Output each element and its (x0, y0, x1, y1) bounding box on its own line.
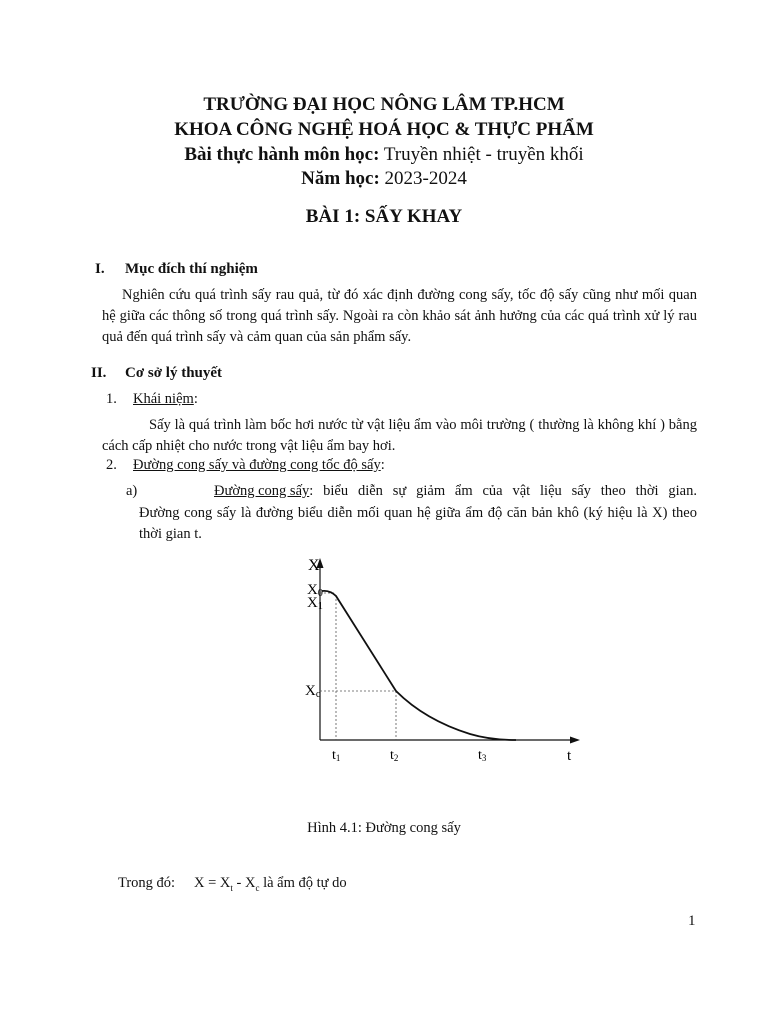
t1-label: t1 (332, 748, 341, 763)
item-a-inline-text: : biểu diễn sự giảm ẩm của vật liệu sấy theo thời gian. (309, 483, 697, 499)
x-axis-label: t (567, 748, 572, 764)
item-1-number: 1. (106, 391, 117, 407)
formula-note (118, 875, 347, 893)
year-label: Năm học: (301, 168, 380, 189)
course-value: Truyền nhiệt - truyền khối (379, 144, 584, 165)
xc-label: Xc (305, 683, 321, 700)
section-1-heading (95, 261, 258, 278)
drying-curve-figure (290, 550, 590, 765)
figure-caption: Hình 4.1: Đường cong sấy (307, 820, 461, 836)
year-value: 2023-2024 (379, 168, 467, 189)
section-1-title: Mục đích thí nghiệm (125, 261, 258, 277)
item-1-colon: : (193, 391, 198, 407)
section-2-heading (91, 365, 222, 382)
note-prefix: Trong đó: (118, 875, 176, 891)
x0-label: X0 (307, 582, 323, 599)
item-1-title: Khái niệm (133, 391, 194, 407)
formula-sub-c: c (255, 882, 260, 893)
course-line (0, 144, 768, 166)
university-name: TRƯỜNG ĐẠI HỌC NÔNG LÂM TP.HCM (203, 94, 565, 115)
item-a-text: Đường cong sấy là đường biểu diễn mối quan hệ giữa ẩm độ căn bản khô (ký hiệu là X) theo thời gian t. (139, 505, 697, 542)
drying-curve (322, 591, 516, 740)
section-2-title: Cơ sở lý thuyết (125, 365, 223, 381)
x-axis-arrow (570, 737, 580, 744)
item-2-title: Đường cong sấy và đường cong tốc độ sấy (133, 457, 381, 473)
item-a-title: Đường cong sấy (214, 483, 310, 499)
formula-part-c: là ẩm độ tự do (259, 875, 347, 891)
section-1-text: Nghiên cứu quá trình sấy rau quả, từ đó xác định đường cong sấy, tốc độ sấy cũng như mối quan hệ giữa các thông số trong quá trình sấy. Ngoài ra còn khảo sát ảnh hưởng của các quá trình xử lý rau quả đến quá trình sấy và cảm quan của sản phẩm sấy. (102, 287, 697, 345)
section-1-number: I. (95, 261, 105, 277)
item-2-heading (106, 457, 385, 474)
item-a-line (126, 483, 697, 500)
lesson-title: BÀI 1: SẤY KHAY (305, 206, 463, 227)
formula-sub-t: t (230, 882, 233, 893)
t2-label: t2 (390, 748, 399, 763)
formula-part-b: - X (232, 875, 256, 891)
item-1-heading (106, 391, 198, 408)
year-line (0, 168, 768, 190)
x1-label: X1 (307, 595, 323, 612)
page-number: 1 (688, 913, 696, 929)
y-axis-label: X (308, 557, 320, 574)
item-2-number: 2. (106, 457, 117, 473)
formula-part-a: X = X (194, 875, 231, 891)
section-2-number: II. (91, 365, 107, 381)
course-label: Bài thực hành môn học: (184, 144, 380, 165)
item-2-colon: : (380, 457, 385, 473)
item-1-text: Sấy là quá trình làm bốc hơi nước từ vật liệu ẩm vào môi trường ( thường là không khí ) bằng cách cấp nhiệt cho nước trong vật liệu ẩm bay hơi. (102, 417, 697, 454)
t3-label: t3 (478, 748, 487, 763)
item-a-label: a) (126, 483, 138, 499)
faculty-name: KHOA CÔNG NGHỆ HOÁ HỌC & THỰC PHẨM (174, 119, 594, 140)
